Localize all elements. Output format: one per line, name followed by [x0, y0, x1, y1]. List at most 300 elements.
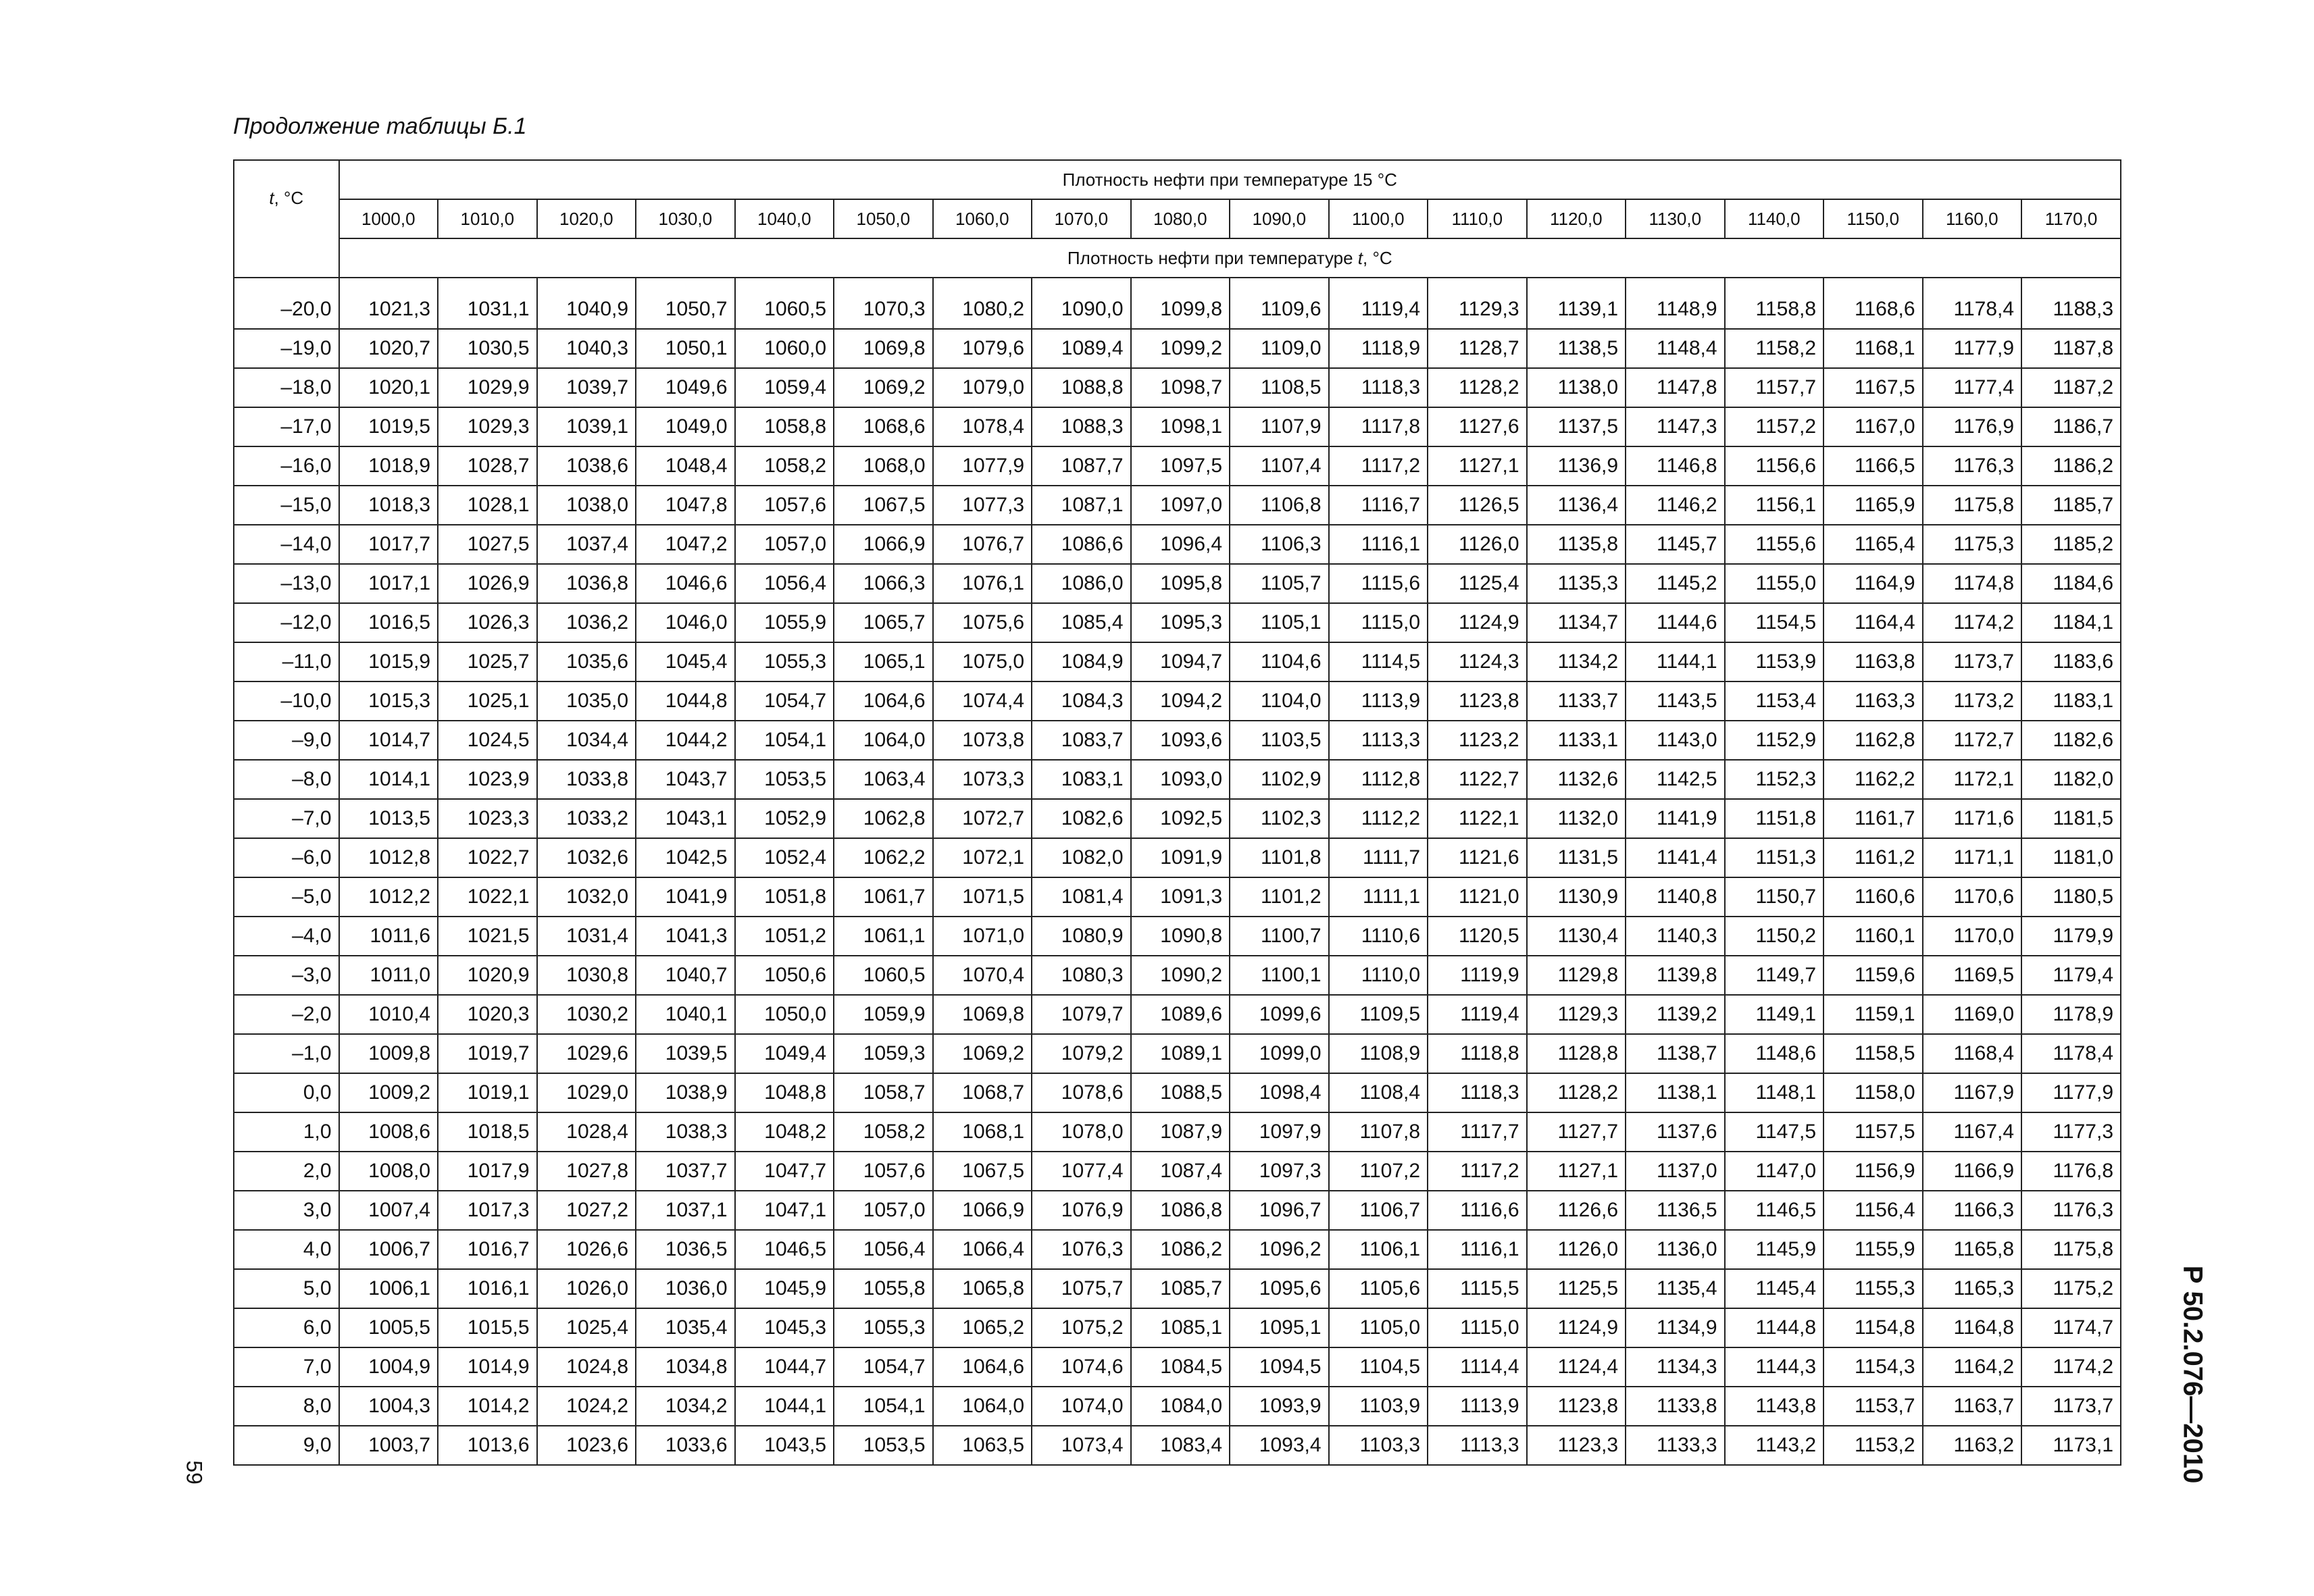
spacer-cell — [735, 278, 834, 290]
table-cell: 1033,2 — [537, 799, 636, 838]
table-cell: 1086,6 — [1032, 525, 1131, 564]
table-cell: 1084,3 — [1032, 681, 1131, 721]
spacer-cell — [1329, 278, 1428, 290]
table-cell: 1083,1 — [1032, 760, 1131, 799]
table-cell: 1095,6 — [1230, 1269, 1329, 1308]
table-cell: 1026,3 — [438, 603, 537, 642]
table-cell: 1112,2 — [1329, 799, 1428, 838]
table-cell: 1175,3 — [1923, 525, 2022, 564]
table-cell: 1068,1 — [933, 1112, 1032, 1152]
table-cell: 1143,0 — [1626, 721, 1725, 760]
table-cell: 1011,6 — [339, 917, 438, 956]
table-cell: 1040,9 — [537, 290, 636, 329]
table-cell: 1150,7 — [1725, 877, 1824, 917]
table-cell: 1067,5 — [933, 1152, 1032, 1191]
table-cell: 1091,9 — [1131, 838, 1230, 877]
table-cell: 1034,2 — [636, 1387, 735, 1426]
row-temperature: –13,0 — [234, 564, 339, 603]
table-cell: 1068,7 — [933, 1073, 1032, 1112]
table-cell: 1123,8 — [1527, 1387, 1626, 1426]
table-cell: 1165,8 — [1923, 1230, 2022, 1269]
table-cell: 1045,9 — [735, 1269, 834, 1308]
table-cell: 1046,5 — [735, 1230, 834, 1269]
table-cell: 1118,8 — [1428, 1034, 1527, 1073]
table-cell: 1116,6 — [1428, 1191, 1527, 1230]
table-cell: 1079,0 — [933, 368, 1032, 407]
table-cell: 1014,1 — [339, 760, 438, 799]
column-header: 1140,0 — [1725, 199, 1824, 238]
table-cell: 1054,7 — [834, 1347, 933, 1387]
table-cell: 1007,4 — [339, 1191, 438, 1230]
table-cell: 1170,6 — [1923, 877, 2022, 917]
table-cell: 1168,4 — [1923, 1034, 2022, 1073]
table-cell: 1136,4 — [1527, 486, 1626, 525]
table-cell: 1102,9 — [1230, 760, 1329, 799]
table-cell: 1026,6 — [537, 1230, 636, 1269]
table-cell: 1158,0 — [1823, 1073, 1923, 1112]
spacer-cell — [1725, 278, 1824, 290]
table-cell: 1035,4 — [636, 1308, 735, 1347]
table-cell: 1117,8 — [1329, 407, 1428, 446]
row-temperature: –2,0 — [234, 995, 339, 1034]
table-cell: 1159,1 — [1823, 995, 1923, 1034]
table-cell: 1066,9 — [834, 525, 933, 564]
table-cell: 1047,1 — [735, 1191, 834, 1230]
table-cell: 1093,9 — [1230, 1387, 1329, 1426]
table-cell: 1017,3 — [438, 1191, 537, 1230]
table-cell: 1054,7 — [735, 681, 834, 721]
table-cell: 1025,4 — [537, 1308, 636, 1347]
spacer-cell — [834, 278, 933, 290]
table-row — [234, 1152, 2121, 1191]
table-cell: 1102,3 — [1230, 799, 1329, 838]
table-row — [234, 564, 2121, 603]
table-cell: 1108,4 — [1329, 1073, 1428, 1112]
table-cell: 1026,0 — [537, 1269, 636, 1308]
table-cell: 1003,7 — [339, 1426, 438, 1465]
table-row — [234, 917, 2121, 956]
table-cell: 1053,5 — [834, 1426, 933, 1465]
table-row — [234, 681, 2121, 721]
row-temperature: 3,0 — [234, 1191, 339, 1230]
table-cell: 1043,7 — [636, 760, 735, 799]
table-cell: 1173,7 — [2021, 1387, 2121, 1426]
column-header: 1030,0 — [636, 199, 735, 238]
table-cell: 1058,8 — [735, 407, 834, 446]
table-cell: 1124,9 — [1428, 603, 1527, 642]
table-cell: 1031,4 — [537, 917, 636, 956]
table-cell: 1069,2 — [933, 1034, 1032, 1073]
table-cell: 1079,6 — [933, 329, 1032, 368]
table-cell: 1029,6 — [537, 1034, 636, 1073]
table-cell: 1160,6 — [1823, 877, 1923, 917]
spacer-cell — [1428, 278, 1527, 290]
table-cell: 1179,9 — [2021, 917, 2121, 956]
table-cell: 1154,8 — [1823, 1308, 1923, 1347]
table-cell: 1069,8 — [933, 995, 1032, 1034]
table-cell: 1154,3 — [1823, 1347, 1923, 1387]
table-cell: 1097,5 — [1131, 446, 1230, 486]
row-temperature: –19,0 — [234, 329, 339, 368]
table-cell: 1116,1 — [1329, 525, 1428, 564]
table-cell: 1169,5 — [1923, 956, 2022, 995]
table-cell: 1141,9 — [1626, 799, 1725, 838]
table-cell: 1132,6 — [1527, 760, 1626, 799]
table-cell: 1032,6 — [537, 838, 636, 877]
table-cell: 1028,1 — [438, 486, 537, 525]
table-cell: 1176,3 — [1923, 446, 2022, 486]
spacer-cell — [1230, 278, 1329, 290]
table-cell: 1088,3 — [1032, 407, 1131, 446]
table-cell: 1013,5 — [339, 799, 438, 838]
table-cell: 1123,8 — [1428, 681, 1527, 721]
table-cell: 1085,1 — [1131, 1308, 1230, 1347]
table-cell: 1046,6 — [636, 564, 735, 603]
row-temperature: 2,0 — [234, 1152, 339, 1191]
table-cell: 1145,4 — [1725, 1269, 1824, 1308]
table-cell: 1111,7 — [1329, 838, 1428, 877]
table-cell: 1126,5 — [1428, 486, 1527, 525]
table-cell: 1147,5 — [1725, 1112, 1824, 1152]
table-cell: 1036,5 — [636, 1230, 735, 1269]
table-cell: 1186,2 — [2021, 446, 2121, 486]
table-cell: 1176,8 — [2021, 1152, 2121, 1191]
table-cell: 1178,4 — [1923, 290, 2022, 329]
table-cell: 1030,5 — [438, 329, 537, 368]
table-cell: 1044,2 — [636, 721, 735, 760]
table-cell: 1034,4 — [537, 721, 636, 760]
table-row — [234, 1191, 2121, 1230]
table-cell: 1187,8 — [2021, 329, 2121, 368]
table-cell: 1164,9 — [1823, 564, 1923, 603]
column-header: 1080,0 — [1131, 199, 1230, 238]
spacer-cell — [1527, 278, 1626, 290]
table-cell: 1044,8 — [636, 681, 735, 721]
table-cell: 1039,7 — [537, 368, 636, 407]
table-cell: 1165,3 — [1923, 1269, 2022, 1308]
table-cell: 1177,9 — [2021, 1073, 2121, 1112]
table-cell: 1128,7 — [1428, 329, 1527, 368]
table-cell: 1051,8 — [735, 877, 834, 917]
table-cell: 1076,7 — [933, 525, 1032, 564]
row-temperature: –4,0 — [234, 917, 339, 956]
table-cell: 1133,3 — [1626, 1426, 1725, 1465]
table-cell: 1147,0 — [1725, 1152, 1824, 1191]
spacer-cell — [1923, 278, 2022, 290]
table-cell: 1008,6 — [339, 1112, 438, 1152]
table-cell: 1104,5 — [1329, 1347, 1428, 1387]
table-row — [234, 525, 2121, 564]
table-cell: 1175,8 — [2021, 1230, 2121, 1269]
document-code — [2172, 1239, 2213, 1510]
table-cell: 1071,5 — [933, 877, 1032, 917]
table-cell: 1100,1 — [1230, 956, 1329, 995]
table-cell: 1019,1 — [438, 1073, 537, 1112]
table-cell: 1064,0 — [834, 721, 933, 760]
table-cell: 1163,3 — [1823, 681, 1923, 721]
table-cell: 1045,3 — [735, 1308, 834, 1347]
row-temperature: –18,0 — [234, 368, 339, 407]
table-cell: 1022,7 — [438, 838, 537, 877]
table-cell: 1058,7 — [834, 1073, 933, 1112]
table-cell: 1076,3 — [1032, 1230, 1131, 1269]
table-cell: 1056,4 — [735, 564, 834, 603]
table-cell: 1027,5 — [438, 525, 537, 564]
table-cell: 1100,7 — [1230, 917, 1329, 956]
table-cell: 1070,4 — [933, 956, 1032, 995]
table-cell: 1072,1 — [933, 838, 1032, 877]
table-cell: 1122,7 — [1428, 760, 1527, 799]
table-cell: 1041,3 — [636, 917, 735, 956]
column-header: 1060,0 — [933, 199, 1032, 238]
group-header: Плотность нефти при температуре 15 °C — [339, 160, 2121, 199]
table-cell: 1037,4 — [537, 525, 636, 564]
table-cell: 1108,5 — [1230, 368, 1329, 407]
table-cell: 1113,3 — [1329, 721, 1428, 760]
table-cell: 1075,2 — [1032, 1308, 1131, 1347]
table-cell: 1106,7 — [1329, 1191, 1428, 1230]
table-cell: 1038,3 — [636, 1112, 735, 1152]
row-temperature: –17,0 — [234, 407, 339, 446]
table-cell: 1153,9 — [1725, 642, 1824, 681]
table-cell: 1107,9 — [1230, 407, 1329, 446]
table-cell: 1113,9 — [1329, 681, 1428, 721]
table-cell: 1184,6 — [2021, 564, 2121, 603]
table-cell: 1185,2 — [2021, 525, 2121, 564]
table-cell: 1050,7 — [636, 290, 735, 329]
table-cell: 1157,7 — [1725, 368, 1824, 407]
table-cell: 1096,4 — [1131, 525, 1230, 564]
table-cell: 1039,1 — [537, 407, 636, 446]
table-cell: 1155,3 — [1823, 1269, 1923, 1308]
table-cell: 1127,7 — [1527, 1112, 1626, 1152]
table-row — [234, 407, 2121, 446]
table-cell: 1045,4 — [636, 642, 735, 681]
row-temperature: –6,0 — [234, 838, 339, 877]
table-cell: 1006,7 — [339, 1230, 438, 1269]
table-cell: 1140,3 — [1626, 917, 1725, 956]
table-cell: 1050,1 — [636, 329, 735, 368]
column-header: 1020,0 — [537, 199, 636, 238]
table-cell: 1008,0 — [339, 1152, 438, 1191]
table-cell: 1171,6 — [1923, 799, 2022, 838]
table-cell: 1164,4 — [1823, 603, 1923, 642]
table-cell: 1036,2 — [537, 603, 636, 642]
table-cell: 1178,9 — [2021, 995, 2121, 1034]
table-cell: 1004,3 — [339, 1387, 438, 1426]
column-header: 1100,0 — [1329, 199, 1428, 238]
table-cell: 1118,3 — [1428, 1073, 1527, 1112]
row-temperature: –20,0 — [234, 290, 339, 329]
table-cell: 1080,9 — [1032, 917, 1131, 956]
table-cell: 1180,5 — [2021, 877, 2121, 917]
table-cell: 1032,0 — [537, 877, 636, 917]
table-cell: 1131,5 — [1527, 838, 1626, 877]
table-cell: 1082,0 — [1032, 838, 1131, 877]
column-header: 1130,0 — [1626, 199, 1725, 238]
table-cell: 1086,8 — [1131, 1191, 1230, 1230]
table-cell: 1162,8 — [1823, 721, 1923, 760]
table-cell: 1105,7 — [1230, 564, 1329, 603]
row-temperature: –10,0 — [234, 681, 339, 721]
table-cell: 1130,9 — [1527, 877, 1626, 917]
table-cell: 1065,2 — [933, 1308, 1032, 1347]
table-cell: 1182,6 — [2021, 721, 2121, 760]
table-cell: 1014,7 — [339, 721, 438, 760]
table-cell: 1043,5 — [735, 1426, 834, 1465]
table-cell: 1160,1 — [1823, 917, 1923, 956]
table-cell: 1147,8 — [1626, 368, 1725, 407]
table-cell: 1144,3 — [1725, 1347, 1824, 1387]
table-cell: 1099,6 — [1230, 995, 1329, 1034]
table-cell: 1156,1 — [1725, 486, 1824, 525]
table-cell: 1130,4 — [1527, 917, 1626, 956]
table-row — [234, 446, 2121, 486]
table-cell: 1050,6 — [735, 956, 834, 995]
table-cell: 1136,9 — [1527, 446, 1626, 486]
spacer-cell — [234, 278, 339, 290]
spacer-cell — [1823, 278, 1923, 290]
table-cell: 1167,5 — [1823, 368, 1923, 407]
table-cell: 1062,2 — [834, 838, 933, 877]
table-cell: 1137,6 — [1626, 1112, 1725, 1152]
table-cell: 1020,7 — [339, 329, 438, 368]
table-cell: 1078,0 — [1032, 1112, 1131, 1152]
table-row — [234, 1426, 2121, 1465]
table-cell: 1105,1 — [1230, 603, 1329, 642]
table-cell: 1126,6 — [1527, 1191, 1626, 1230]
table-cell: 1097,0 — [1131, 486, 1230, 525]
table-cell: 1133,8 — [1626, 1387, 1725, 1426]
table-cell: 1064,6 — [834, 681, 933, 721]
table-cell: 1156,9 — [1823, 1152, 1923, 1191]
table-cell: 1138,1 — [1626, 1073, 1725, 1112]
table-cell: 1024,8 — [537, 1347, 636, 1387]
table-cell: 1111,1 — [1329, 877, 1428, 917]
table-cell: 1047,8 — [636, 486, 735, 525]
table-cell: 1050,0 — [735, 995, 834, 1034]
page-number-text: 59 — [182, 1460, 207, 1485]
table-cell: 1150,2 — [1725, 917, 1824, 956]
table-cell: 1058,2 — [834, 1112, 933, 1152]
table-cell: 1144,8 — [1725, 1308, 1824, 1347]
table-cell: 1075,7 — [1032, 1269, 1131, 1308]
table-cell: 1036,8 — [537, 564, 636, 603]
table-cell: 1082,6 — [1032, 799, 1131, 838]
table-cell: 1152,9 — [1725, 721, 1824, 760]
table-cell: 1024,2 — [537, 1387, 636, 1426]
table-cell: 1038,6 — [537, 446, 636, 486]
row-temperature: 7,0 — [234, 1347, 339, 1387]
table-cell: 1087,1 — [1032, 486, 1131, 525]
table-cell: 1060,5 — [735, 290, 834, 329]
table-cell: 1049,4 — [735, 1034, 834, 1073]
table-cell: 1055,3 — [735, 642, 834, 681]
table-cell: 1052,4 — [735, 838, 834, 877]
table-cell: 1052,9 — [735, 799, 834, 838]
table-cell: 1132,0 — [1527, 799, 1626, 838]
table-cell: 1096,7 — [1230, 1191, 1329, 1230]
table-cell: 1114,5 — [1329, 642, 1428, 681]
table-cell: 1122,1 — [1428, 799, 1527, 838]
row-temperature: 0,0 — [234, 1073, 339, 1112]
row-temperature: –11,0 — [234, 642, 339, 681]
table-cell: 1044,1 — [735, 1387, 834, 1426]
header-row-sub — [234, 238, 2121, 278]
table-cell: 1074,0 — [1032, 1387, 1131, 1426]
table-cell: 1040,7 — [636, 956, 735, 995]
column-header: 1170,0 — [2021, 199, 2121, 238]
table-cell: 1016,7 — [438, 1230, 537, 1269]
table-cell: 1129,3 — [1428, 290, 1527, 329]
table-cell: 1071,0 — [933, 917, 1032, 956]
table-cell: 1023,9 — [438, 760, 537, 799]
row-temperature: 8,0 — [234, 1387, 339, 1426]
table-cell: 1110,0 — [1329, 956, 1428, 995]
spacer-cell — [1626, 278, 1725, 290]
table-cell: 1028,7 — [438, 446, 537, 486]
table-cell: 1048,4 — [636, 446, 735, 486]
table-cell: 1109,6 — [1230, 290, 1329, 329]
table-cell: 1012,2 — [339, 877, 438, 917]
table-cell: 1133,7 — [1527, 681, 1626, 721]
row-temperature: –12,0 — [234, 603, 339, 642]
table-cell: 1084,5 — [1131, 1347, 1230, 1387]
table-cell: 1068,0 — [834, 446, 933, 486]
table-cell: 1124,9 — [1527, 1308, 1626, 1347]
table-cell: 1177,4 — [1923, 368, 2022, 407]
table-cell: 1076,9 — [1032, 1191, 1131, 1230]
table-cell: 1012,8 — [339, 838, 438, 877]
table-cell: 1061,7 — [834, 877, 933, 917]
table-cell: 1182,0 — [2021, 760, 2121, 799]
table-cell: 1135,3 — [1527, 564, 1626, 603]
table-cell: 1066,4 — [933, 1230, 1032, 1269]
table-cell: 1167,9 — [1923, 1073, 2022, 1112]
table-cell: 1159,6 — [1823, 956, 1923, 995]
table-cell: 1063,4 — [834, 760, 933, 799]
row-temperature: –5,0 — [234, 877, 339, 917]
table-cell: 1104,6 — [1230, 642, 1329, 681]
table-cell: 1074,4 — [933, 681, 1032, 721]
table-cell: 1054,1 — [735, 721, 834, 760]
table-cell: 1029,3 — [438, 407, 537, 446]
table-cell: 1138,5 — [1527, 329, 1626, 368]
table-cell: 1020,1 — [339, 368, 438, 407]
table-cell: 1059,4 — [735, 368, 834, 407]
table-cell: 1119,4 — [1329, 290, 1428, 329]
table-cell: 1119,9 — [1428, 956, 1527, 995]
table-cell: 1030,8 — [537, 956, 636, 995]
table-cell: 1163,2 — [1923, 1426, 2022, 1465]
table-cell: 1088,5 — [1131, 1073, 1230, 1112]
table-cell: 1185,7 — [2021, 486, 2121, 525]
table-cell: 1161,7 — [1823, 799, 1923, 838]
table-cell: 1038,9 — [636, 1073, 735, 1112]
table-cell: 1163,7 — [1923, 1387, 2022, 1426]
table-cell: 1028,4 — [537, 1112, 636, 1152]
table-cell: 1118,9 — [1329, 329, 1428, 368]
table-cell: 1065,7 — [834, 603, 933, 642]
table-cell: 1091,3 — [1131, 877, 1230, 917]
spacer-cell — [438, 278, 537, 290]
row-temperature: –15,0 — [234, 486, 339, 525]
table-cell: 1093,4 — [1230, 1426, 1329, 1465]
table-cell: 1136,0 — [1626, 1230, 1725, 1269]
table-cell: 1152,3 — [1725, 760, 1824, 799]
table-cell: 1098,1 — [1131, 407, 1230, 446]
table-cell: 1011,0 — [339, 956, 438, 995]
